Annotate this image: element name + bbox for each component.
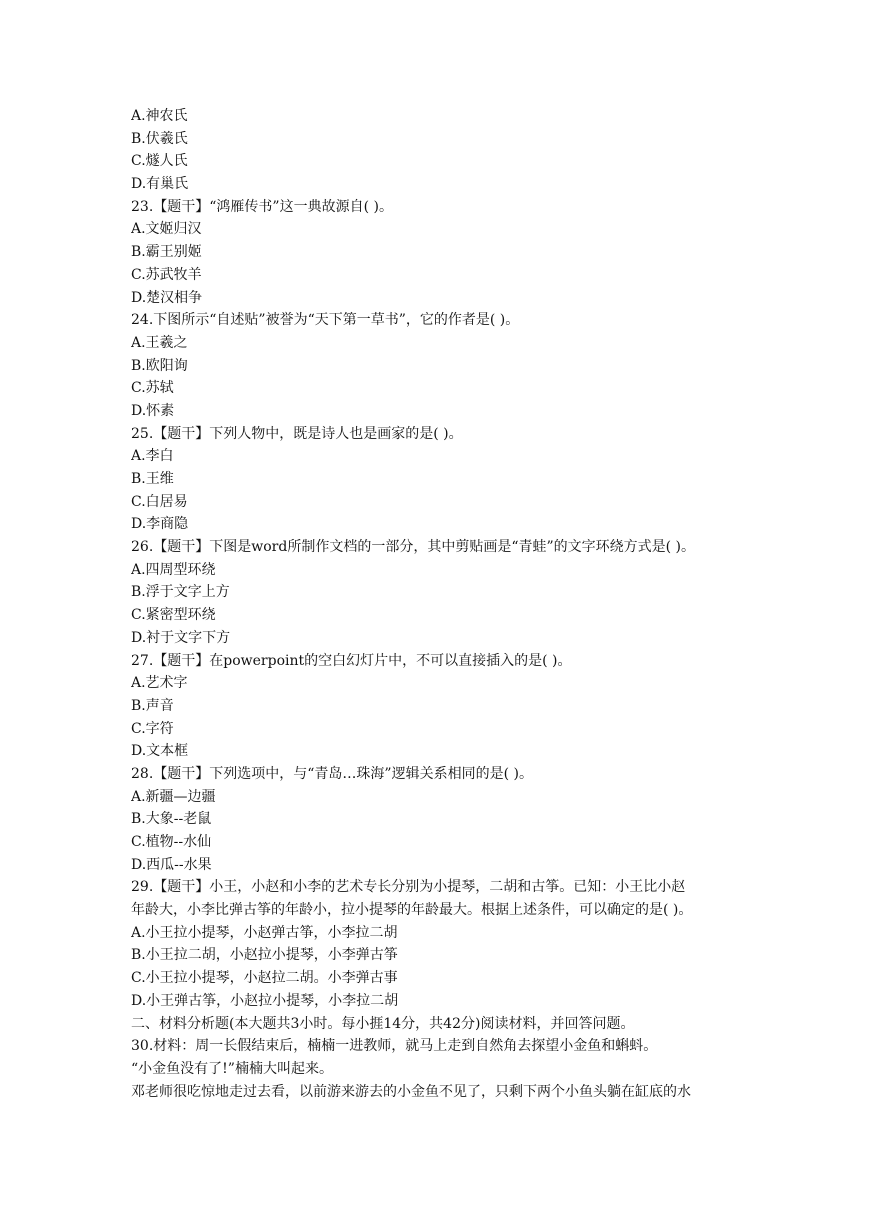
option-line: C.字符 [131,720,174,737]
option-line: B.浮于文字上方 [131,584,230,601]
section-heading: 二、材料分析题(本大题共3小时。每小捱14分，共42分)阅读材料，并回答问题。 [131,1015,635,1032]
question-23: 23.【题干】“鸿雁传书”这一典故源自( )。 [131,198,393,215]
option-line: D.楚汉相争 [131,289,203,306]
question-24: 24.下图所示“自述贴”被誉为“天下第一草书”，它的作者是( )。 [131,312,520,329]
option-line: C.紧密型环绕 [131,607,216,624]
option-line: C.苏轼 [131,380,174,397]
option-line: A.神农氏 [131,108,188,124]
option-line: B.欧阳询 [131,357,188,374]
option-line: A.王羲之 [131,334,188,351]
option-line: C.燧人氏 [131,153,188,170]
option-line: A.艺术字 [131,675,188,692]
option-line: B.霸王别姬 [131,244,202,261]
question-29: 29.【题干】小王，小赵和小李的艺术专长分别为小提琴，二胡和古筝。已知：小王比小赵 [131,879,686,896]
option-line: D.衬于文字下方 [131,629,231,646]
question-27: 27.【题干】在powerpoint的空白幻灯片中，不可以直接插入的是( )。 [131,652,572,669]
question-29-continued: 年龄大，小李比弹古筝的年龄小，拉小提琴的年龄最大。根据上述条件，可以确定的是( )。 [131,902,693,919]
question-30: 30.材料：周一长假结束后，楠楠一进教师，就马上走到自然角去探望小金鱼和蝌蚪。 [131,1038,658,1055]
question-26: 26.【题干】下图是word所制作文档的一部分，其中剪贴画是“青蛙”的文字环绕方式是( )。 [131,539,696,556]
option-line: A.文姬归汉 [131,221,202,238]
question-28: 28.【题干】下列选项中，与“青岛…珠海”逻辑关系相同的是( )。 [131,765,533,782]
option-line: B.声音 [131,697,174,714]
material-text: “小金鱼没有了!”楠楠大叫起来。 [131,1060,333,1077]
option-line: D.西瓜--水果 [131,856,212,873]
option-line: A.李白 [131,448,174,465]
option-line: B.王维 [131,471,174,487]
option-line: D.小王弹古筝，小赵拉小提琴，小李拉二胡 [131,992,399,1009]
option-line: C.白居易 [131,493,188,510]
option-line: D.有巢氏 [131,176,189,193]
document-body [131,105,741,1103]
option-line: A.四周型环绕 [131,561,216,578]
option-line: D.李商隐 [131,516,189,533]
option-line: C.苏武牧羊 [131,266,202,283]
option-line: C.小王拉小提琴，小赵拉二胡。小李弹古事 [131,970,398,987]
question-25: 25.【题干】下列人物中，既是诗人也是画家的是( )。 [131,425,463,442]
option-line: B.伏羲氏 [131,130,188,147]
option-line: B.小王拉二胡，小赵拉小提琴，小李弹古筝 [131,947,398,964]
material-text: 邓老师很吃惊地走过去看，以前游来游去的小金鱼不见了，只剩下两个小鱼头躺在缸底的水 [131,1083,691,1100]
option-line: A.新疆—边疆 [131,788,216,805]
option-line: C.植物--水仙 [131,834,212,850]
option-line: D.文本框 [131,743,189,760]
option-line: A.小王拉小提琴，小赵弹古筝，小李拉二胡 [131,924,398,941]
option-line: B.大象--老鼠 [131,811,212,828]
option-line: D.怀素 [131,402,175,419]
